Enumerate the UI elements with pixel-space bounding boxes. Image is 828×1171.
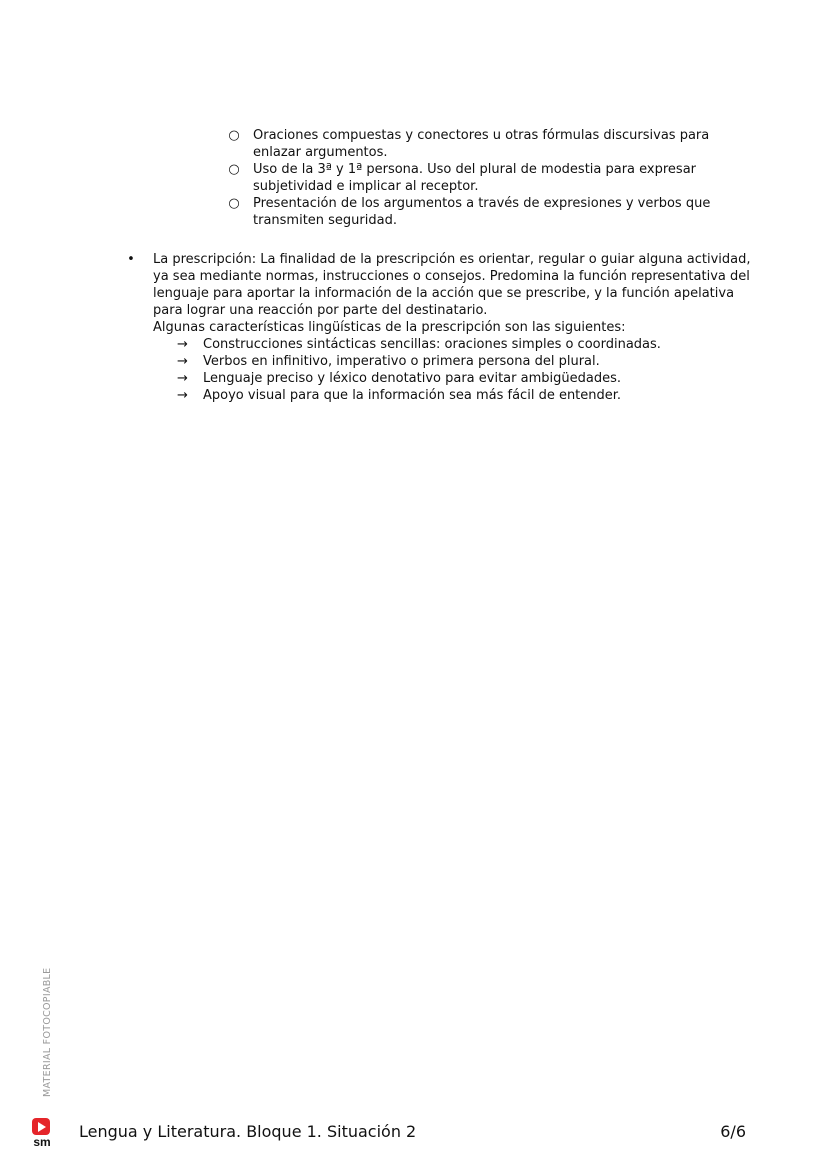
list-item — [153, 336, 758, 353]
prescripcion-section — [0, 251, 758, 404]
list-item-text: Presentación de los argumentos a través de expresiones y verbos que transmiten seguridad. — [253, 196, 711, 228]
circle-bullet-icon: ○ — [228, 162, 240, 177]
arrow-right-icon: → — [177, 388, 188, 403]
circle-bullet-icon: ○ — [228, 196, 240, 211]
list-item-text: Oraciones compuestas y conectores u otras fórmulas discursivas para enlazar argumentos. — [253, 128, 710, 160]
list-item-text: Uso de la 3ª y 1ª persona. Uso del plural de modestia para expresar subjetividad e implicar al receptor. — [253, 162, 697, 194]
logo-text: sm — [33, 1135, 51, 1149]
sm-logo — [30, 1118, 54, 1152]
list-item-text: Construcciones sintácticas sencillas: oraciones simples o coordinadas. — [203, 337, 661, 352]
list-item-text: Apoyo visual para que la información sea más fácil de entender. — [203, 388, 622, 403]
list-item — [153, 370, 758, 387]
list-item-text: Verbos en infinitivo, imperativo o primera persona del plural. — [203, 354, 600, 369]
bullet-icon: • — [127, 252, 135, 267]
prescripcion-paragraph: La prescripción: La finalidad de la prescripción es orientar, regular o guiar alguna actividad, ya sea mediante normas, instrucciones o consejos. Predomina la función representativa del lenguaje para aportar la información de la acción que se prescribe, y la función apelativa para lograr una reacción por parte del destinatario. — [153, 252, 751, 318]
prescripcion-intro: Algunas características lingüísticas de la prescripción son las siguientes: — [153, 320, 626, 335]
list-item — [0, 127, 750, 161]
list-item — [0, 195, 750, 229]
arrow-right-icon: → — [177, 337, 188, 352]
play-icon — [32, 1118, 50, 1135]
circle-bullet-icon: ○ — [228, 128, 240, 143]
argument-features-list — [0, 127, 828, 229]
list-item — [0, 161, 750, 195]
list-item — [153, 387, 758, 404]
list-item — [153, 353, 758, 370]
arrow-right-icon: → — [177, 354, 188, 369]
list-item-text: Lenguaje preciso y léxico denotativo para evitar ambigüedades. — [203, 371, 621, 386]
page-number: 6/6 — [720, 1122, 746, 1141]
prescripcion-features-list — [153, 336, 758, 404]
side-label: MATERIAL FOTOCOPIABLE — [42, 967, 53, 1097]
text-types-list — [0, 251, 828, 404]
footer-title: Lengua y Literatura. Bloque 1. Situación 2 — [79, 1122, 417, 1141]
arrow-right-icon: → — [177, 371, 188, 386]
